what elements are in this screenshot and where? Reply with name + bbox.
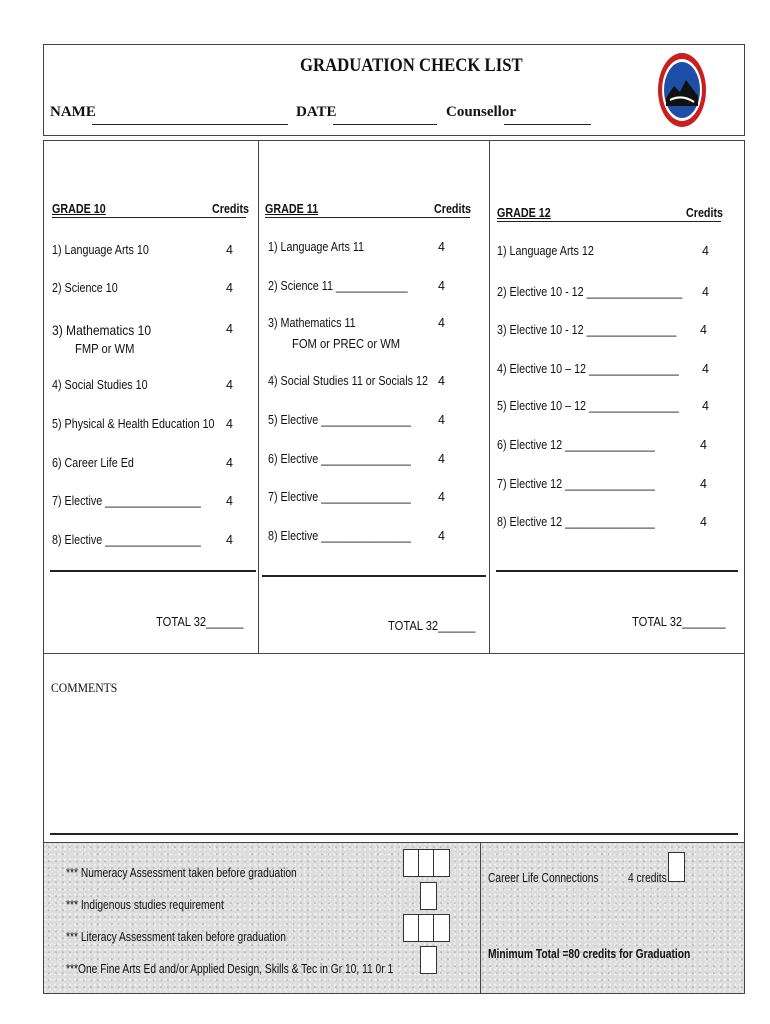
grade12-item-7[interactable]: 7) Elective 12 _______________ <box>497 477 655 491</box>
grade12-credit-5: 4 <box>702 399 709 413</box>
grade12-item-6[interactable]: 6) Elective 12 _______________ <box>497 438 655 452</box>
grade12-credit-8: 4 <box>700 515 707 529</box>
fine-arts-checkbox[interactable] <box>420 946 437 974</box>
comments-area[interactable] <box>50 700 738 828</box>
grade10-heading-rule <box>52 217 246 218</box>
grade12-divider <box>496 570 738 572</box>
career-credits-label: 4 credits <box>628 871 667 885</box>
grade11-heading: GRADE 11 <box>265 202 319 216</box>
grade10-total[interactable]: TOTAL 32______ <box>156 614 244 629</box>
requirements-divider <box>480 842 481 994</box>
minimum-total: Minimum Total =80 credits for Graduation <box>488 947 691 961</box>
grade12-item-1: 1) Language Arts 12 <box>497 244 594 258</box>
grade11-credit-8: 4 <box>438 529 445 543</box>
grade10-credit-3: 4 <box>226 322 233 336</box>
grade11-credit-3: 4 <box>438 316 445 330</box>
school-logo <box>656 50 708 130</box>
numeracy-checkbox-3[interactable] <box>433 849 450 877</box>
grade10-item-6: 6) Career Life Ed <box>52 456 134 470</box>
grade11-item-5[interactable]: 5) Elective _______________ <box>268 413 411 427</box>
grade11-item-4: 4) Social Studies 11 or Socials 12 <box>268 374 428 388</box>
grade12-credit-2: 4 <box>702 285 709 299</box>
fine-arts-requirement: ***One Fine Arts Ed and/or Applied Design, Skills & Tec in Gr 10, 11 0r 1 <box>66 962 394 976</box>
grade11-divider <box>262 575 486 577</box>
grade12-heading-rule <box>497 221 721 222</box>
grade11-credit-5: 4 <box>438 413 445 427</box>
grade10-item-5: 5) Physical & Health Education 10 <box>52 417 215 431</box>
grade11-heading-rule <box>265 217 470 218</box>
page-title: GRADUATION CHECK LIST <box>300 55 523 76</box>
grade12-credit-7: 4 <box>700 477 707 491</box>
grade10-item-2: 2) Science 10 <box>52 281 118 295</box>
grade11-credit-6: 4 <box>438 452 445 466</box>
grade10-credit-6: 4 <box>226 456 233 470</box>
indigenous-requirement: *** Indigenous studies requirement <box>66 898 224 912</box>
grade10-credit-1: 4 <box>226 243 233 257</box>
counsellor-label: Counsellor <box>446 104 517 120</box>
grade10-item-8[interactable]: 8) Elective ________________ <box>52 533 201 547</box>
grade10-divider <box>50 570 256 572</box>
grade11-item-8[interactable]: 8) Elective _______________ <box>268 529 411 543</box>
grade10-credit-8: 4 <box>226 533 233 547</box>
grade12-total[interactable]: TOTAL 32_______ <box>632 614 726 629</box>
indigenous-checkbox[interactable] <box>420 882 437 910</box>
grade10-credit-7: 4 <box>226 494 233 508</box>
grade12-item-3[interactable]: 3) Elective 10 - 12 _______________ <box>497 323 677 337</box>
grade10-item-4: 4) Social Studies 10 <box>52 378 148 392</box>
comments-label: COMMENTS <box>51 680 118 695</box>
grade10-item-7[interactable]: 7) Elective ________________ <box>52 494 201 508</box>
literacy-checkbox-1[interactable] <box>403 914 419 942</box>
grade12-credit-1: 4 <box>702 244 709 258</box>
grade10-credit-2: 4 <box>226 281 233 295</box>
grade11-item-6[interactable]: 6) Elective _______________ <box>268 452 411 466</box>
numeracy-checkbox-2[interactable] <box>418 849 434 877</box>
grade11-item-1: 1) Language Arts 11 <box>268 240 365 254</box>
career-life-checkbox[interactable] <box>668 852 685 882</box>
grade11-credit-7: 4 <box>438 490 445 504</box>
grade10-heading: GRADE 10 <box>52 202 106 216</box>
date-field[interactable] <box>333 124 437 125</box>
counsellor-field[interactable] <box>504 124 591 125</box>
grade11-credit-4: 4 <box>438 374 445 388</box>
grade11-credits-label: Credits <box>434 202 472 216</box>
literacy-checkbox-3[interactable] <box>433 914 450 942</box>
numeracy-requirement: *** Numeracy Assessment taken before graduation <box>66 866 297 880</box>
grade12-credit-6: 4 <box>700 438 707 452</box>
grade10-item-3-sub: FMP or WM <box>75 341 135 356</box>
grade12-credit-4: 4 <box>702 362 709 376</box>
grade10-credit-5: 4 <box>226 417 233 431</box>
grade12-item-2[interactable]: 2) Elective 10 - 12 ________________ <box>497 285 683 299</box>
grade12-credits-label: Credits <box>686 206 724 220</box>
grade12-heading: GRADE 12 <box>497 206 551 220</box>
grade11-total[interactable]: TOTAL 32______ <box>388 618 476 633</box>
date-label: DATE <box>296 104 337 120</box>
grade11-item-7[interactable]: 7) Elective _______________ <box>268 490 411 504</box>
name-field[interactable] <box>92 124 288 125</box>
numeracy-checkbox-1[interactable] <box>403 849 419 877</box>
career-life-label: Career Life Connections <box>488 871 599 885</box>
grade12-credit-3: 4 <box>700 323 707 337</box>
grade11-item-2[interactable]: 2) Science 11 ____________ <box>268 279 408 293</box>
grade11-item-3-sub: FOM or PREC or WM <box>292 336 401 351</box>
literacy-requirement: *** Literacy Assessment taken before graduation <box>66 930 286 944</box>
grade11-credit-2: 4 <box>438 279 445 293</box>
comments-bottom-rule <box>50 833 738 835</box>
grade12-item-5[interactable]: 5) Elective 10 – 12 _______________ <box>497 399 679 413</box>
grade10-credit-4: 4 <box>226 378 233 392</box>
name-label: NAME <box>50 104 96 120</box>
literacy-checkbox-2[interactable] <box>418 914 434 942</box>
grade12-item-4[interactable]: 4) Elective 10 – 12 _______________ <box>497 362 679 376</box>
grade10-credits-label: Credits <box>212 202 250 216</box>
grade10-item-1: 1) Language Arts 10 <box>52 243 149 257</box>
grade11-credit-1: 4 <box>438 240 445 254</box>
grade10-item-3: 3) Mathematics 10 <box>52 322 152 338</box>
grade11-item-3: 3) Mathematics 11 <box>268 316 356 330</box>
grade12-item-8[interactable]: 8) Elective 12 _______________ <box>497 515 655 529</box>
